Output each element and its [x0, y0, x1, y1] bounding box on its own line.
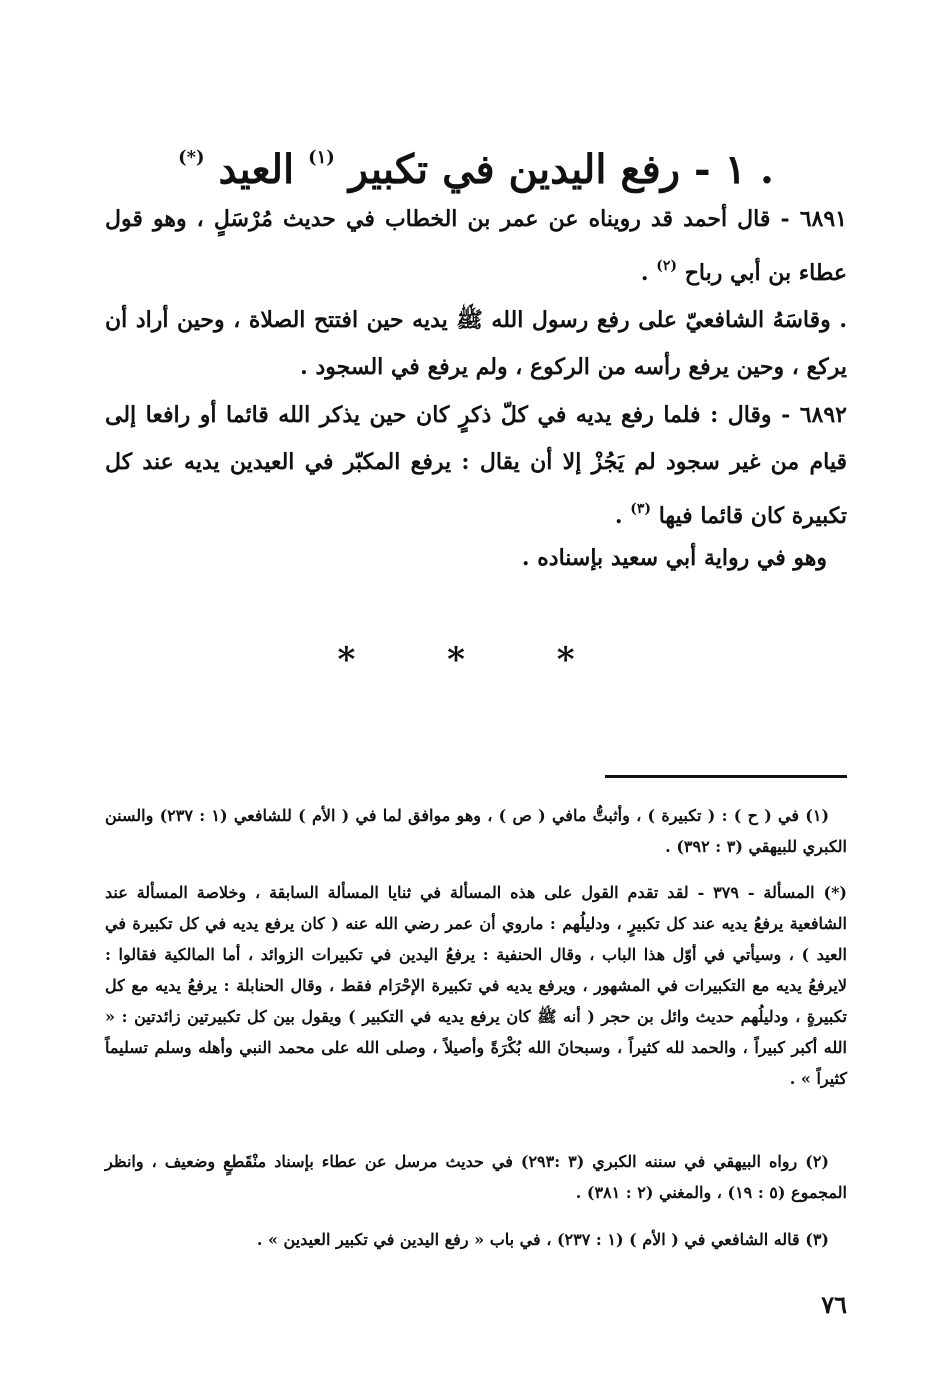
- paragraph-text: ٦٨٩٢ - وقال : فلما رفع يديه في كلّ ذكرٍ كان حين يذكر الله قائما أو رافعا إلى قيام من غير سجود لم يَجُزْ إلا أن يقال : يرفع المكبّر في العيدين يديه عند كل تكبيرة كان قائما فيها: [105, 402, 847, 529]
- footnote-star: (*) المسألة - ٣٧٩ - لقد تقدم القول على هذه المسألة في ثنايا المسألة السابقة ، وخلاصة المسألة عند الشافعية يرفعُ يديه عند كل تكبيرٍ ، ودليلُهم : ماروي أن عمر رضي الله عنه ( كان يرفع يديه في كل تكبيرة في العيد ) ، وسيأتي في أوّل هذا الباب ، وقال الحنفية : يرفعُ اليدين في تكبيرات الزوائد ، أما المالكية فقالوا : لايرفعُ يديه مع التكبيرات في المشهور ، ويرفع يديه في تكبيرة الإحْرَام فقط ، وقال الحنابلة : يرفعُ يديه مع كل تكبيرةٍ ، ودليلُهم حديث وائل بن حجر ( أنه ﷺ كان يرفع يديه في التكبير ) ويقول بين كل تكبيرتين زائدتين : « الله أكبر كبيراً ، والحمد لله كثيراً ، وسبحانَ الله بُكْرَةً وأصيلاً ، وصلى الله على محمد النبي وأهله وسلم تسليماً كثيراً » .: [105, 883, 848, 1088]
- title-word: العيد: [218, 146, 295, 193]
- footnote-ref: (٢): [656, 258, 678, 274]
- title-footnote-ref-1: (١): [308, 147, 335, 168]
- paragraph-end: .: [614, 503, 623, 529]
- paragraph-6891: [105, 196, 847, 297]
- footnote-divider: [605, 775, 847, 778]
- title-main: . ١ - رفع اليدين في تكبير: [348, 146, 774, 193]
- title-footnote-ref-star: (*): [178, 147, 205, 168]
- paragraph-6892: [105, 392, 847, 540]
- paragraph-text: ٦٨٩١ - قال أحمد قد رويناه عن عمر بن الخطاب في حديث مُرْسَلٍ ، وهو قول عطاء بن أبي رباح: [105, 206, 847, 286]
- paragraph-text: . وقاسَهُ الشافعيّ على رفع رسول الله ﷺ يديه حين افتتح الصلاة ، وحين أراد أن يركع ، وحين يرفع رأسه من الركوع ، ولم يرفع في السجود .: [105, 307, 847, 380]
- footnote-1: (١) في ( ح ) : ( تكبيرة ) ، وأثبتُّ مافي ( ص ) ، وهو موافق لما في ( الأم ) للشافعي (١ : ٢٣٧) والسنن الكبري للبيهقي (٣ : ٣٩٢) .: [105, 806, 847, 856]
- footnote-ref: (٣): [630, 501, 652, 517]
- paragraph-riwaya: [105, 535, 847, 582]
- footnote-3: (٣) قاله الشافعي في ( الأم ) (١ : ٢٣٧) ، في باب « رفع اليدين في تكبير العيدين » .: [256, 1230, 829, 1249]
- paragraph-text: وهو في رواية أبي سعيد بإسناده .: [521, 545, 827, 571]
- paragraph-end: .: [640, 260, 649, 286]
- paragraph-shafii: [105, 297, 847, 391]
- footnote-2: (٢) رواه البيهقي في سننه الكبري (٣ :٢٩٣) في حديث مرسل عن عطاء بإسناد منْقَطعٍ وضعيف ، وانظر المجموع (٥ : ١٩) ، والمغني (٢ : ٣٨١) .: [105, 1152, 847, 1202]
- section-separator: * * *: [337, 640, 615, 680]
- page-number: ٧٦: [821, 1290, 847, 1319]
- chapter-title: [100, 128, 852, 200]
